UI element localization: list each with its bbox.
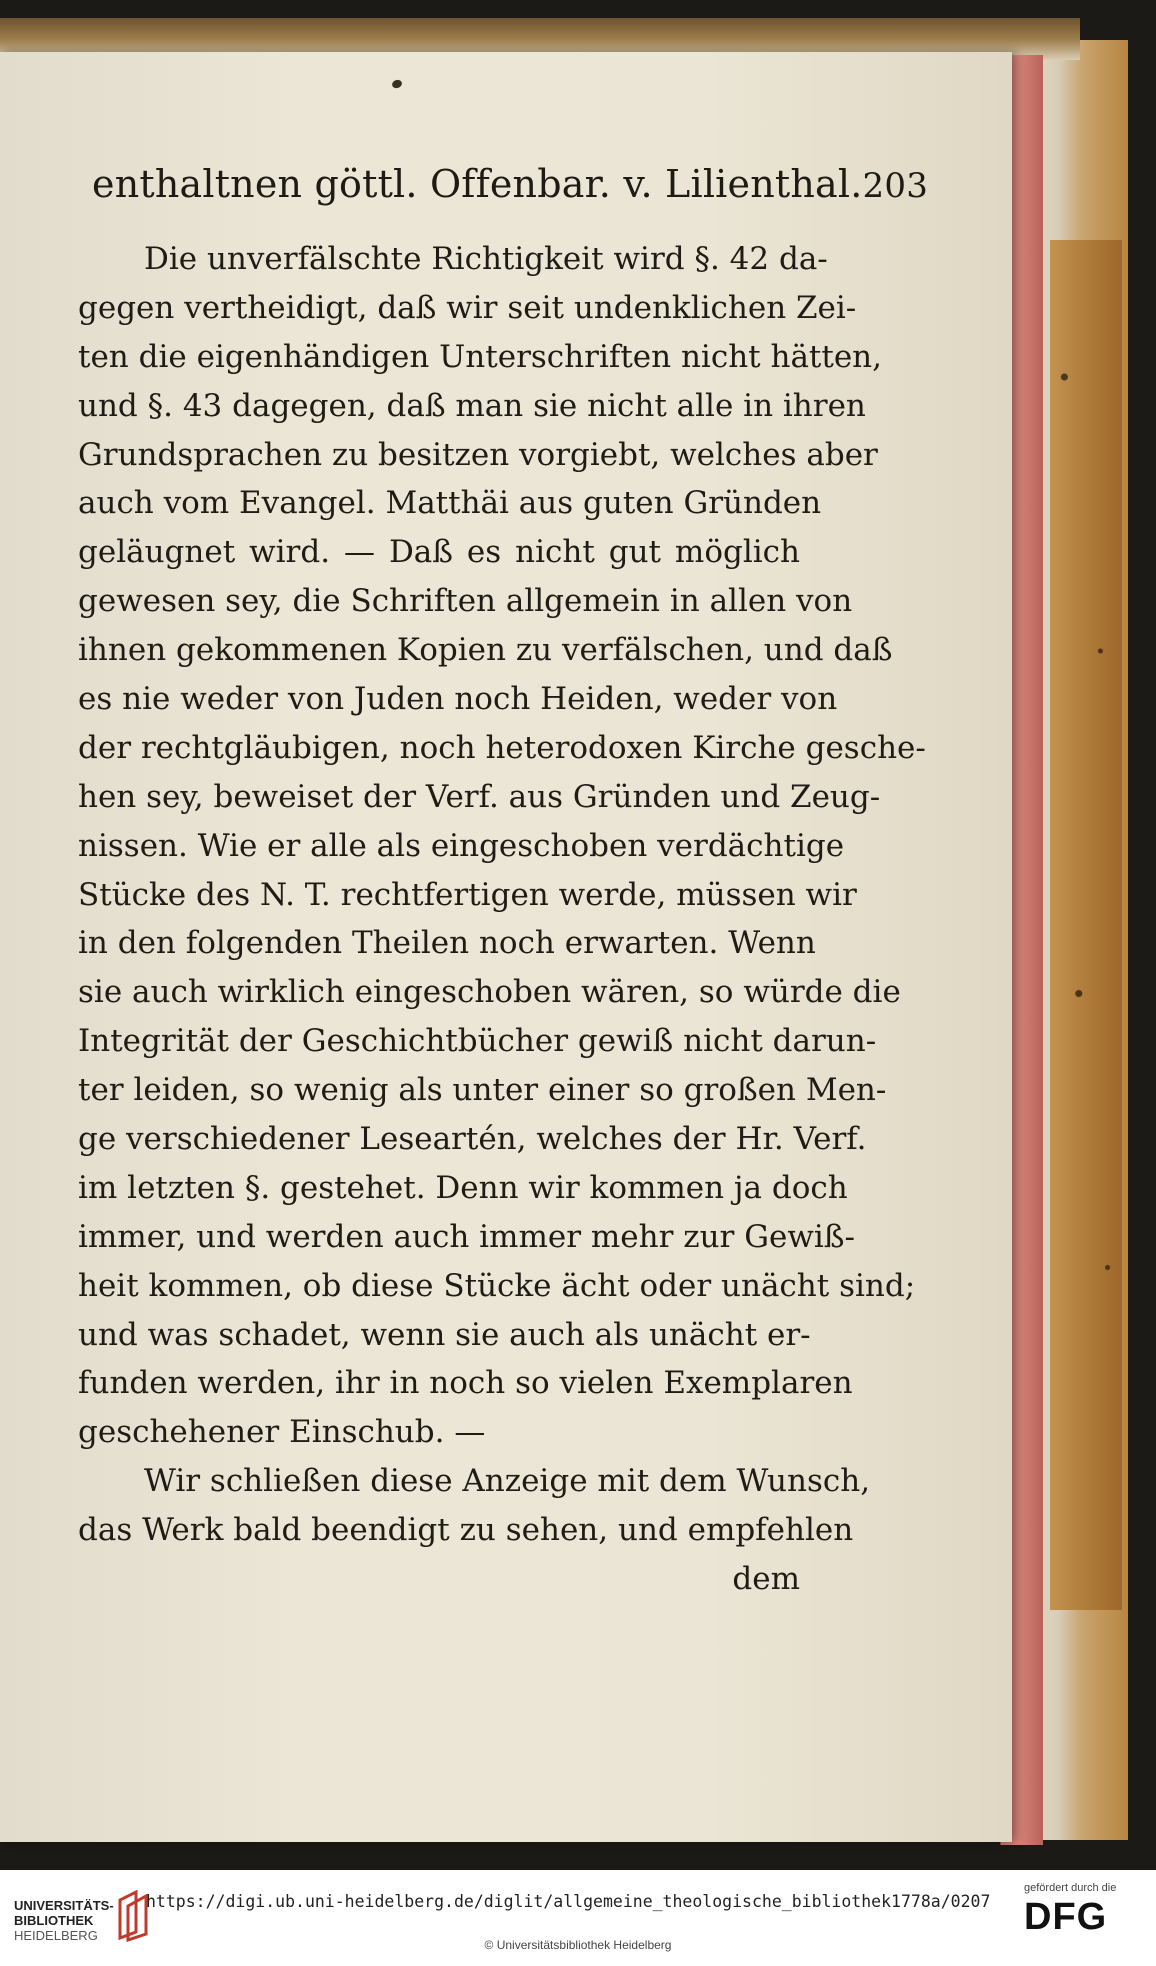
- text-line: hen sey, beweiset der Verf. aus Gründen und Zeug-: [78, 778, 881, 815]
- text-line: ge verschiedener Leseartén, welches der Hr. Verf.: [78, 1121, 867, 1158]
- text-line: Grundsprachen zu besitzen vorgiebt, welches aber: [78, 436, 878, 473]
- text-line: gewesen sey, die Schriften allgemein in allen von: [78, 583, 853, 620]
- viewer-footer: [0, 1870, 1156, 1966]
- text-line: gegen vertheidigt, daß wir seit undenklichen Zei-: [78, 289, 857, 326]
- text-line: auch vom Evangel. Matthäi aus guten Gründen: [78, 485, 822, 522]
- text-line: es nie weder von Juden noch Heiden, weder von: [78, 681, 838, 718]
- running-head: [92, 162, 929, 206]
- text-line: und §. 43 dagegen, daß man sie nicht alle in ihren: [78, 387, 866, 424]
- text-line: heit kommen, ob diese Stücke ächt oder unächt sind;: [78, 1267, 916, 1304]
- text-line: Integrität der Geschichtbücher gewiß nicht darun-: [78, 1023, 877, 1060]
- text-line: geschehener Einschub. —: [78, 1414, 486, 1451]
- library-name-line: HEIDELBERG: [14, 1928, 98, 1943]
- text-line: immer, und werden auch immer mehr zur Gewiß-: [78, 1218, 855, 1255]
- text-line: Die unverfälschte Richtigkeit wird §. 42 da-: [144, 241, 828, 277]
- text-line: Stücke des N. T. rechtfertigen werde, müssen wir: [78, 876, 857, 913]
- text-line: in den folgenden Theilen noch erwarten. Wenn: [78, 925, 816, 962]
- permalink-url[interactable]: https://digi.ub.uni-heidelberg.de/diglit/allgemeine_theologische_bibliothek1778a/0207: [146, 1892, 991, 1911]
- running-head-title: enthaltnen göttl. Offenbar. v. Lilienthal.: [92, 162, 863, 206]
- text-line: das Werk bald beendigt zu sehen, und empfehlen: [78, 1512, 854, 1549]
- text-line: ihnen gekommenen Kopien zu verfälschen, und daß: [78, 632, 893, 669]
- text-line: ten die eigenhändigen Unterschriften nicht hätten,: [78, 338, 883, 375]
- library-name-line: UNIVERSITÄTS-: [14, 1898, 114, 1913]
- text-line: geläugnet wird. — Daß es nicht gut möglich: [78, 534, 800, 571]
- dfg-funding[interactable]: [1024, 1882, 1148, 1940]
- text-line: sie auch wirklich eingeschoben wären, so würde die: [78, 974, 901, 1011]
- text-line: der rechtgläubigen, noch heterodoxen Kirche gesche-: [78, 729, 926, 766]
- library-name-line: BIBLIOTHEK: [14, 1913, 94, 1928]
- text-line: ter leiden, so wenig als unter einer so großen Men-: [78, 1072, 887, 1109]
- body-text: [78, 235, 926, 1604]
- text-line: und was schadet, wenn sie auch als unächt er-: [78, 1316, 811, 1353]
- funding-note: gefördert durch die: [1024, 1882, 1117, 1894]
- copyright-notice: © Universitätsbibliothek Heidelberg: [484, 1938, 672, 1952]
- page-number: 203: [862, 166, 929, 206]
- text-line: funden werden, ihr in noch so vielen Exemplaren: [78, 1365, 853, 1402]
- text-line: Wir schließen diese Anzeige mit dem Wunsch,: [144, 1463, 871, 1500]
- library-logo[interactable]: [14, 1898, 126, 1943]
- marbled-cover: [1050, 240, 1122, 1610]
- text-line: im letzten §. gestehet. Denn wir kommen ja doch: [78, 1169, 848, 1206]
- text-line: nissen. Wie er alle als eingeschoben verdächtige: [78, 827, 845, 864]
- catchword: dem: [732, 1561, 800, 1598]
- dfg-logo: DFG: [1024, 1896, 1108, 1938]
